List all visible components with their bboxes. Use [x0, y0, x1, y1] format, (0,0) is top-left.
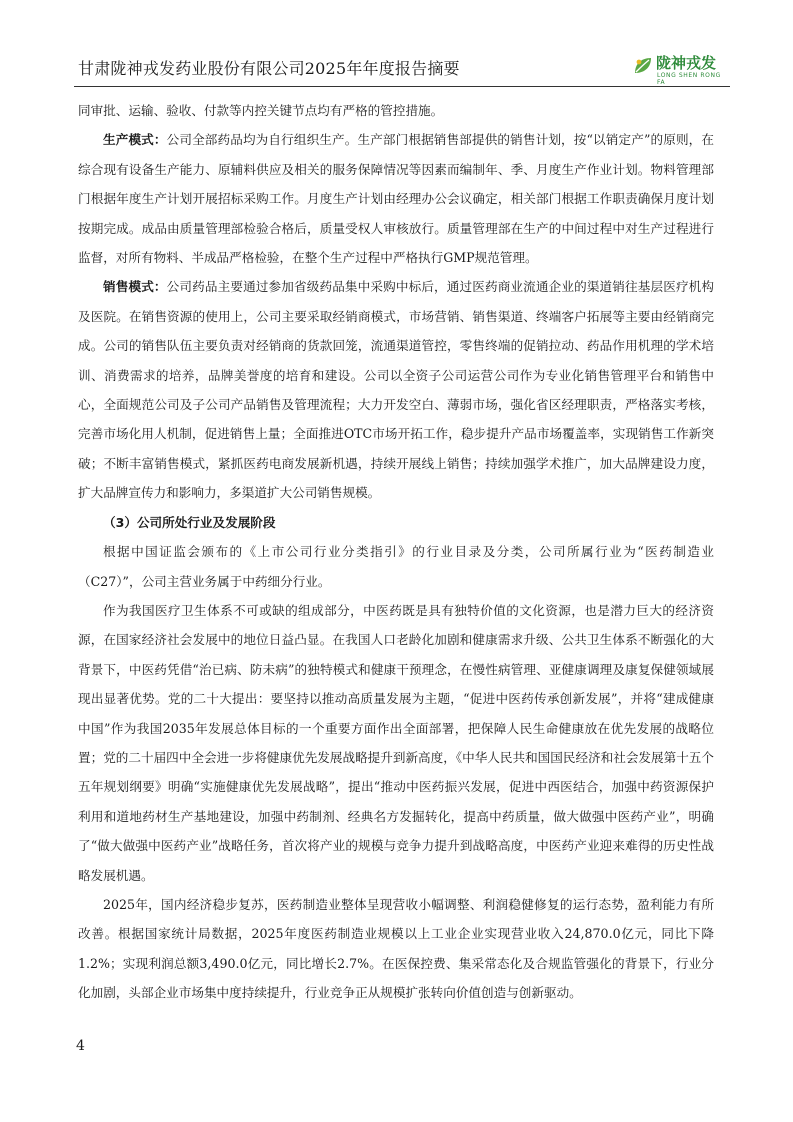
- production-paragraph: [78, 125, 714, 272]
- section-heading: （3）公司所处行业及发展阶段: [103, 514, 276, 530]
- production-label: 生产模式：: [103, 132, 167, 148]
- report-title: 甘肃陇神戎发药业股份有限公司2025年年度报告摘要: [78, 59, 460, 78]
- body-paragraph: 根据中国证监会颁布的《上市公司行业分类指引》的行业目录及分类，公司所属行业为“医药制造业（C27）”，公司主营业务属于中药细分行业。: [78, 544, 714, 589]
- page-number: 4: [76, 1038, 85, 1054]
- body-paragraph: 作为我国医疗卫生体系不可或缺的组成部分，中医药既是具有独特价值的文化资源，也是潜力巨大的经济资源，在国家经济社会发展中的地位日益凸显。在我国人口老龄化加剧和健康需求升级、公共卫生体系不断强化的大背景下，中医药凭借“治已病、防未病”的独特模式和健康干预理念，在慢性病管理、亚健康调理及康复保健领域展现出显著优势。党的二十大提出：要坚持以推动高质量发展为主题，“促进中医药传承创新发展”，并将“建成健康中国”作为我国2035年发展总体目标的一个重要方面作出全面部署，把保障人民生命健康放在优先发展的战略位置；党的二十届四中全会进一步将健康优先发展战略提升到新高度，《中华人民共和国国民经济和社会发展第十五个五年规划纲要》明确“实施健康优先发展战略”，提出“推动中医药振兴发展，促进中西医结合，加强中药资源保护利用和道地药材生产基地建设，加强中药制剂、经典名方发掘转化，提高中药质量，做大做强中医药产业”，明确了“做大做强中医药产业”战略任务，首次将产业的规模与竞争力提升到战略高度，中医药产业迎来难得的历史性战略发展机遇。: [78, 602, 714, 883]
- sales-text: 公司药品主要通过参加省级药品集中采购中标后，通过医药商业流通企业的渠道销往基层医疗机构及医院。在销售资源的使用上，公司主要采取经销商模式，市场营销、销售渠道、终端客户拓展等主要由经销商完成。公司的销售队伍主要负责对经销商的货款回笼，流通渠道管控，零售终端的促销拉动、药品作用机理的学术培训、消费需求的培养，品牌美誉度的培育和建设。公司以全资子公司运营公司作为专业化销售管理平台和销售中心，全面规范公司及子公司产品销售及管理流程；大力开发空白、薄弱市场，强化省区经理职责，严格落实考核，完善市场化用人机制，促进销售上量；全面推进OTC市场开拓工作，稳步提升产品市场覆盖率，实现销售工作新突破；不断丰富销售模式，紧抓医药电商发展新机遇，持续开展线上销售；持续加强学术推广，加大品牌建设力度，扩大品牌宣传力和影响力，多渠道扩大公司销售规模。: [78, 279, 715, 501]
- sales-paragraph: [78, 272, 714, 507]
- sales-label: 销售模式：: [103, 279, 167, 295]
- continuation-paragraph: 同审批、运输、验收、付款等内控关键节点均有严格的管控措施。: [78, 103, 444, 118]
- production-text: 公司全部药品均为自行组织生产。生产部门根据销售部提供的销售计划，按“以销定产”的原则，在综合现有设备生产能力、原辅料供应及相关的服务保障情况等因素而编制年、季、月度生产作业计划。物料管理部门根据年度生产计划开展招标采购工作。月度生产计划由经理办公会议确定，相关部门根据工作职责确保月度计划按期完成。成品由质量管理部检验合格后，质量受权人审核放行。质量管理部在生产的中间过程中对生产过程进行监督，对所有物料、半成品严格检验，在整个生产过程中严格执行GMP规范管理。: [78, 132, 714, 266]
- document-body: [78, 96, 714, 1008]
- header-divider: [74, 86, 730, 87]
- logo-text: 陇神戎发: [656, 54, 717, 72]
- page-header: [74, 50, 730, 86]
- logo-subtext: LONG SHEN RONG FA: [657, 72, 721, 86]
- body-paragraph: 2025年，国内经济稳步复苏，医药制造业整体呈现营收小幅调整、利润稳健修复的运行态势，盈利能力有所改善。根据国家统计局数据，2025年度医药制造业规模以上工业企业实现营业收入24,870.0亿元，同比下降1.2%；实现利润总额3,490.0亿元，同比增长2.7%。在医保控费、集采常态化及合规监管强化的背景下，行业分化加剧，头部企业市场集中度持续提升，行业竞争正从规模扩张转向价值创造与创新驱动。: [78, 896, 714, 1001]
- logo-leaf-icon: [632, 55, 654, 77]
- company-logo: [632, 50, 730, 84]
